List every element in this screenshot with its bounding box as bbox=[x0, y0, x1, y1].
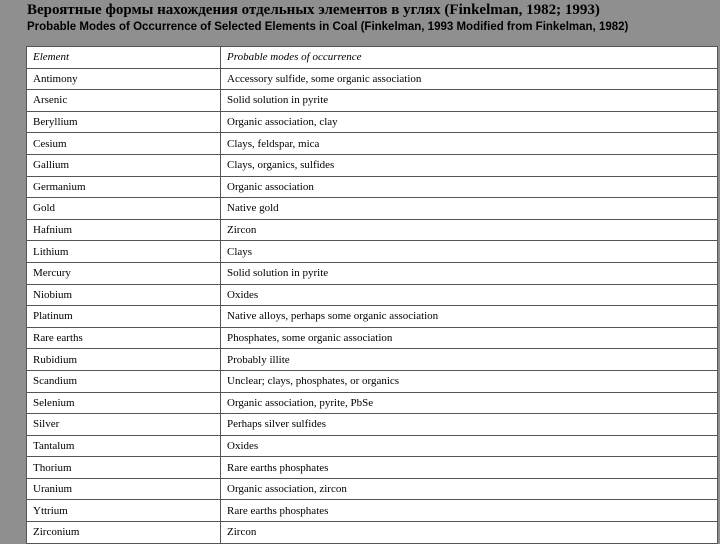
table-row bbox=[27, 90, 718, 112]
cell-mode-of-occurrence: Native gold bbox=[221, 198, 718, 220]
cell-element: Thorium bbox=[27, 457, 221, 479]
cell-element: Lithium bbox=[27, 241, 221, 263]
cell-element: Yttrium bbox=[27, 500, 221, 522]
cell-element: Platinum bbox=[27, 306, 221, 328]
table-row bbox=[27, 435, 718, 457]
cell-mode-of-occurrence: Oxides bbox=[221, 284, 718, 306]
table-row bbox=[27, 392, 718, 414]
table-row bbox=[27, 284, 718, 306]
table-row bbox=[27, 414, 718, 436]
cell-mode-of-occurrence: Zircon bbox=[221, 522, 718, 544]
table-header-row bbox=[27, 47, 718, 69]
cell-mode-of-occurrence: Unclear; clays, phosphates, or organics bbox=[221, 370, 718, 392]
cell-mode-of-occurrence: Oxides bbox=[221, 435, 718, 457]
table-row bbox=[27, 111, 718, 133]
table-row bbox=[27, 306, 718, 328]
cell-mode-of-occurrence: Organic association, pyrite, PbSe bbox=[221, 392, 718, 414]
cell-mode-of-occurrence: Organic association bbox=[221, 176, 718, 198]
table-row bbox=[27, 133, 718, 155]
cell-mode-of-occurrence: Zircon bbox=[221, 219, 718, 241]
elements-table-container bbox=[26, 46, 717, 544]
table-row bbox=[27, 68, 718, 90]
cell-mode-of-occurrence: Organic association, clay bbox=[221, 111, 718, 133]
cell-element: Cesium bbox=[27, 133, 221, 155]
cell-mode-of-occurrence: Accessory sulfide, some organic association bbox=[221, 68, 718, 90]
cell-element: Zirconium bbox=[27, 522, 221, 544]
table-row bbox=[27, 176, 718, 198]
cell-mode-of-occurrence: Rare earths phosphates bbox=[221, 457, 718, 479]
table-row bbox=[27, 219, 718, 241]
cell-element: Antimony bbox=[27, 68, 221, 90]
table-row bbox=[27, 349, 718, 371]
cell-element: Gallium bbox=[27, 154, 221, 176]
cell-mode-of-occurrence: Phosphates, some organic association bbox=[221, 327, 718, 349]
table-row bbox=[27, 198, 718, 220]
cell-element: Beryllium bbox=[27, 111, 221, 133]
cell-element: Rare earths bbox=[27, 327, 221, 349]
table-row bbox=[27, 370, 718, 392]
cell-element: Selenium bbox=[27, 392, 221, 414]
cell-element: Niobium bbox=[27, 284, 221, 306]
slide-subtitle-english: Probable Modes of Occurrence of Selected Elements in Coal (Finkelman, 1993 Modified from Finkelman, 1982) bbox=[27, 21, 629, 33]
cell-element: Hafnium bbox=[27, 219, 221, 241]
cell-mode-of-occurrence: Organic association, zircon bbox=[221, 478, 718, 500]
slide-title-russian: Вероятные формы нахождения отдельных элементов в углях (Finkelman, 1982; 1993) bbox=[27, 2, 600, 18]
table-row bbox=[27, 154, 718, 176]
table-row bbox=[27, 457, 718, 479]
cell-element: Tantalum bbox=[27, 435, 221, 457]
table-row bbox=[27, 241, 718, 263]
cell-element: Scandium bbox=[27, 370, 221, 392]
cell-element: Rubidium bbox=[27, 349, 221, 371]
cell-element: Mercury bbox=[27, 262, 221, 284]
table-row bbox=[27, 327, 718, 349]
cell-mode-of-occurrence: Perhaps silver sulfides bbox=[221, 414, 718, 436]
table-row bbox=[27, 478, 718, 500]
cell-mode-of-occurrence: Rare earths phosphates bbox=[221, 500, 718, 522]
elements-table bbox=[26, 46, 718, 544]
cell-element: Gold bbox=[27, 198, 221, 220]
header-modes-of-occurrence: Probable modes of occurrence bbox=[221, 47, 718, 69]
cell-element: Silver bbox=[27, 414, 221, 436]
cell-element: Germanium bbox=[27, 176, 221, 198]
cell-mode-of-occurrence: Clays, organics, sulfides bbox=[221, 154, 718, 176]
cell-mode-of-occurrence: Solid solution in pyrite bbox=[221, 90, 718, 112]
cell-mode-of-occurrence: Clays, feldspar, mica bbox=[221, 133, 718, 155]
table-row bbox=[27, 500, 718, 522]
cell-mode-of-occurrence: Native alloys, perhaps some organic association bbox=[221, 306, 718, 328]
cell-element: Uranium bbox=[27, 478, 221, 500]
table-row bbox=[27, 262, 718, 284]
cell-mode-of-occurrence: Probably illite bbox=[221, 349, 718, 371]
header-element: Element bbox=[27, 47, 221, 69]
cell-mode-of-occurrence: Solid solution in pyrite bbox=[221, 262, 718, 284]
cell-mode-of-occurrence: Clays bbox=[221, 241, 718, 263]
cell-element: Arsenic bbox=[27, 90, 221, 112]
